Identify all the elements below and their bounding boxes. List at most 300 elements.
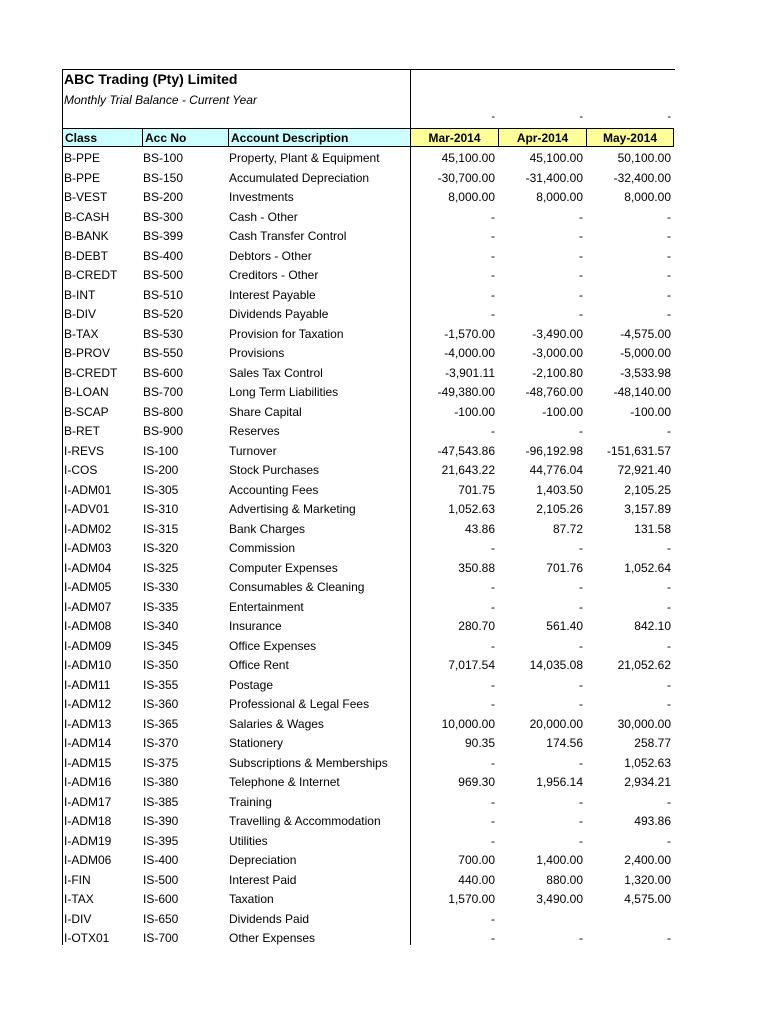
cell-apr-2014[interactable]: - bbox=[579, 248, 583, 263]
cell-mar-2014[interactable]: -30,700.00 bbox=[437, 170, 495, 185]
cell-class[interactable]: I-COS bbox=[64, 463, 98, 477]
cell-class[interactable]: I-ADM19 bbox=[64, 833, 112, 848]
cell-may-2014[interactable]: 2,934.21 bbox=[624, 775, 671, 789]
cell-acc-no[interactable]: BS-550 bbox=[143, 346, 184, 360]
cell-mar-2014[interactable]: -49,380.00 bbox=[437, 385, 495, 399]
table-row[interactable] bbox=[62, 773, 675, 793]
cell-apr-2014[interactable]: 880.00 bbox=[546, 872, 583, 887]
cell-description[interactable]: Provision for Taxation bbox=[229, 326, 344, 341]
table-row[interactable] bbox=[62, 481, 675, 501]
cell-class[interactable]: I-ADM11 bbox=[64, 677, 111, 692]
cell-may-2014[interactable]: 21,052.62 bbox=[617, 658, 671, 672]
cell-acc-no[interactable]: BS-200 bbox=[143, 190, 184, 204]
cell-acc-no[interactable]: IS-500 bbox=[143, 872, 179, 887]
cell-acc-no[interactable]: IS-395 bbox=[143, 833, 179, 848]
table-row[interactable] bbox=[62, 871, 675, 891]
cell-mar-2014[interactable]: - bbox=[491, 794, 495, 809]
table-row[interactable] bbox=[62, 188, 675, 208]
cell-may-2014[interactable]: 258.77 bbox=[634, 736, 671, 750]
table-row[interactable] bbox=[62, 676, 675, 696]
table-row[interactable] bbox=[62, 169, 675, 189]
table-row[interactable] bbox=[62, 754, 675, 774]
cell-mar-2014[interactable]: - bbox=[491, 814, 495, 828]
cell-apr-2014[interactable]: -48,760.00 bbox=[525, 385, 583, 399]
cell-may-2014[interactable]: 30,000.00 bbox=[617, 716, 671, 731]
cell-description[interactable]: Investments bbox=[229, 190, 294, 204]
report-subtitle: Monthly Trial Balance - Current Year bbox=[64, 93, 257, 107]
cell-acc-no[interactable]: IS-600 bbox=[143, 892, 179, 906]
cell-acc-no[interactable]: IS-340 bbox=[143, 619, 179, 633]
cell-mar-2014[interactable]: 701.75 bbox=[458, 482, 495, 497]
cell-apr-2014[interactable]: - bbox=[579, 209, 583, 224]
cell-description[interactable]: Creditors - Other bbox=[229, 268, 319, 282]
table-row[interactable] bbox=[62, 812, 675, 832]
cell-apr-2014[interactable]: 1,403.50 bbox=[536, 482, 583, 497]
cell-description[interactable]: Turnover bbox=[229, 443, 277, 458]
cell-acc-no[interactable]: IS-330 bbox=[143, 580, 179, 594]
cell-class[interactable]: I-ADM07 bbox=[64, 599, 112, 614]
cell-acc-no[interactable]: IS-320 bbox=[143, 541, 179, 555]
cell-acc-no[interactable]: IS-650 bbox=[143, 911, 179, 926]
cell-description[interactable]: Cash - Other bbox=[229, 209, 298, 224]
cell-may-2014[interactable]: -5,000.00 bbox=[620, 346, 671, 360]
cell-description[interactable]: Office Expenses bbox=[229, 638, 317, 653]
cell-description[interactable]: Insurance bbox=[229, 619, 282, 633]
cell-may-2014[interactable]: - bbox=[667, 541, 671, 555]
table-row[interactable] bbox=[62, 500, 675, 520]
cell-mar-2014[interactable]: 7,017.54 bbox=[448, 658, 495, 672]
cell-apr-2014[interactable]: -3,490.00 bbox=[532, 326, 583, 341]
cell-acc-no[interactable]: IS-370 bbox=[143, 736, 179, 750]
cell-class[interactable]: I-DIV bbox=[64, 911, 92, 926]
cell-class[interactable]: I-ADM14 bbox=[64, 736, 112, 750]
cell-class[interactable]: I-ADM01 bbox=[64, 482, 112, 497]
cell-mar-2014[interactable]: - bbox=[491, 638, 495, 653]
cell-may-2014[interactable]: -4,575.00 bbox=[620, 326, 671, 341]
table-row[interactable] bbox=[62, 344, 675, 364]
cell-class[interactable]: I-ADM08 bbox=[64, 619, 112, 633]
cell-mar-2014[interactable]: - bbox=[491, 307, 495, 321]
cell-acc-no[interactable]: BS-300 bbox=[143, 209, 184, 224]
cell-description[interactable]: Consumables & Cleaning bbox=[229, 580, 365, 594]
cell-may-2014[interactable]: - bbox=[667, 287, 671, 302]
cell-apr-2014[interactable]: - bbox=[579, 833, 583, 848]
cell-class[interactable]: B-DIV bbox=[64, 307, 97, 321]
top-dash-row bbox=[62, 111, 675, 125]
cell-class[interactable]: I-ADV01 bbox=[64, 502, 110, 516]
cell-may-2014[interactable]: 842.10 bbox=[634, 619, 671, 633]
table-row[interactable] bbox=[62, 286, 675, 306]
table-row[interactable] bbox=[62, 832, 675, 852]
cell-may-2014[interactable]: - bbox=[667, 794, 671, 809]
table-row[interactable] bbox=[62, 247, 675, 267]
cell-class[interactable]: I-ADM05 bbox=[64, 580, 112, 594]
cell-acc-no[interactable]: IS-325 bbox=[143, 560, 179, 575]
cell-may-2014[interactable]: - bbox=[667, 677, 671, 692]
cell-description[interactable]: Reserves bbox=[229, 424, 280, 438]
table-row[interactable] bbox=[62, 910, 675, 930]
cell-apr-2014[interactable]: - bbox=[579, 755, 583, 770]
cell-acc-no[interactable]: BS-399 bbox=[143, 229, 184, 243]
cell-may-2014[interactable]: - bbox=[667, 209, 671, 224]
cell-may-2014[interactable]: - bbox=[667, 580, 671, 594]
cell-mar-2014[interactable]: -1,570.00 bbox=[444, 326, 495, 341]
cell-class[interactable]: I-TAX bbox=[64, 892, 94, 906]
table-row[interactable] bbox=[62, 422, 675, 442]
cell-apr-2014[interactable]: - bbox=[579, 541, 583, 555]
cell-apr-2014[interactable]: - bbox=[579, 229, 583, 243]
cell-mar-2014[interactable]: 1,570.00 bbox=[448, 892, 495, 906]
cell-acc-no[interactable]: BS-530 bbox=[143, 326, 184, 341]
table-row[interactable] bbox=[62, 305, 675, 325]
cell-mar-2014[interactable]: 10,000.00 bbox=[441, 716, 495, 731]
report-title: ABC Trading (Pty) Limited bbox=[64, 71, 238, 87]
cell-mar-2014[interactable]: - bbox=[491, 209, 495, 224]
cell-acc-no[interactable]: IS-345 bbox=[143, 638, 179, 653]
cell-class[interactable]: I-ADM03 bbox=[64, 541, 112, 555]
cell-mar-2014[interactable]: - bbox=[491, 833, 495, 848]
cell-acc-no[interactable]: BS-400 bbox=[143, 248, 184, 263]
cell-apr-2014[interactable]: -31,400.00 bbox=[525, 170, 583, 185]
cell-may-2014[interactable]: - bbox=[667, 268, 671, 282]
cell-mar-2014[interactable]: - bbox=[491, 911, 495, 926]
cell-description[interactable]: Stationery bbox=[229, 736, 284, 750]
cell-acc-no[interactable]: IS-385 bbox=[143, 794, 179, 809]
cell-acc-no[interactable]: BS-510 bbox=[143, 287, 184, 302]
table-row[interactable] bbox=[62, 929, 675, 949]
cell-class[interactable]: I-ADM09 bbox=[64, 638, 112, 653]
cell-apr-2014[interactable]: -96,192.98 bbox=[525, 443, 583, 458]
table-row[interactable] bbox=[62, 578, 675, 598]
cell-class[interactable]: I-ADM02 bbox=[64, 521, 112, 536]
cell-mar-2014[interactable]: - bbox=[491, 229, 495, 243]
cell-description[interactable]: Professional & Legal Fees bbox=[229, 697, 370, 711]
cell-may-2014[interactable]: 2,400.00 bbox=[624, 853, 671, 867]
cell-apr-2014[interactable]: -100.00 bbox=[542, 404, 583, 419]
cell-apr-2014[interactable]: 8,000.00 bbox=[536, 190, 583, 204]
cell-description[interactable]: Travelling & Accommodation bbox=[229, 814, 381, 828]
cell-may-2014[interactable]: 1,052.64 bbox=[624, 560, 671, 575]
table-row[interactable] bbox=[62, 442, 675, 462]
table-row[interactable] bbox=[62, 695, 675, 715]
cell-apr-2014[interactable]: -3,000.00 bbox=[532, 346, 583, 360]
cell-description[interactable]: Training bbox=[229, 794, 272, 809]
cell-description[interactable]: Accounting Fees bbox=[229, 482, 319, 497]
cell-mar-2014[interactable]: - bbox=[491, 580, 495, 594]
cell-acc-no[interactable]: IS-380 bbox=[143, 775, 179, 789]
cell-description[interactable]: Advertising & Marketing bbox=[229, 502, 356, 516]
cell-mar-2014[interactable]: - bbox=[491, 541, 495, 555]
header-month-mar[interactable]: Mar-2014 bbox=[410, 128, 498, 147]
cell-class[interactable]: B-RET bbox=[64, 424, 100, 438]
cell-may-2014[interactable]: - bbox=[667, 833, 671, 848]
table-row[interactable] bbox=[62, 559, 675, 579]
cell-class[interactable]: B-CREDT bbox=[64, 268, 118, 282]
cell-acc-no[interactable]: BS-800 bbox=[143, 404, 184, 419]
cell-acc-no[interactable]: BS-520 bbox=[143, 307, 184, 321]
cell-mar-2014[interactable]: - bbox=[491, 599, 495, 614]
cell-mar-2014[interactable]: -100.00 bbox=[454, 404, 495, 419]
cell-mar-2014[interactable]: 43.86 bbox=[464, 521, 495, 536]
cell-apr-2014[interactable]: 174.56 bbox=[546, 736, 583, 750]
top-dash: - bbox=[579, 111, 583, 123]
cell-mar-2014[interactable]: -47,543.86 bbox=[437, 443, 495, 458]
cell-description[interactable]: Entertainment bbox=[229, 599, 304, 614]
cell-apr-2014[interactable]: 14,035.08 bbox=[529, 658, 583, 672]
cell-description[interactable]: Debtors - Other bbox=[229, 248, 312, 263]
cell-may-2014[interactable]: 4,575.00 bbox=[624, 892, 671, 906]
cell-may-2014[interactable]: - bbox=[667, 638, 671, 653]
cell-description[interactable]: Other Expenses bbox=[229, 931, 316, 945]
table-row[interactable] bbox=[62, 403, 675, 423]
cell-class[interactable]: B-BANK bbox=[64, 229, 109, 243]
cell-class[interactable]: I-ADM06 bbox=[64, 853, 112, 867]
cell-acc-no[interactable]: IS-100 bbox=[143, 443, 179, 458]
cell-mar-2014[interactable]: - bbox=[491, 677, 495, 692]
table-row[interactable] bbox=[62, 656, 675, 676]
table-row[interactable] bbox=[62, 461, 675, 481]
cell-apr-2014[interactable]: - bbox=[579, 287, 583, 302]
table-row[interactable] bbox=[62, 715, 675, 735]
cell-acc-no[interactable]: IS-310 bbox=[143, 502, 179, 516]
cell-description[interactable]: Accumulated Depreciation bbox=[229, 170, 370, 185]
cell-acc-no[interactable]: IS-305 bbox=[143, 482, 179, 497]
cell-description[interactable]: Taxation bbox=[229, 892, 274, 906]
table-row[interactable] bbox=[62, 383, 675, 403]
cell-may-2014[interactable]: - bbox=[667, 424, 671, 438]
cell-class[interactable]: I-FIN bbox=[64, 872, 91, 887]
cell-apr-2014[interactable]: 20,000.00 bbox=[529, 716, 583, 731]
cell-mar-2014[interactable]: 280.70 bbox=[458, 619, 495, 633]
cell-description[interactable]: Dividends Payable bbox=[229, 307, 329, 321]
trial-balance-rows bbox=[62, 149, 675, 949]
cell-acc-no[interactable]: IS-375 bbox=[143, 755, 179, 770]
table-row[interactable] bbox=[62, 520, 675, 540]
cell-description[interactable]: Cash Transfer Control bbox=[229, 229, 347, 243]
cell-may-2014[interactable]: 493.86 bbox=[634, 814, 671, 828]
cell-mar-2014[interactable]: 21,643.22 bbox=[441, 463, 495, 477]
cell-apr-2014[interactable]: 1,956.14 bbox=[536, 775, 583, 789]
cell-class[interactable]: I-ADM04 bbox=[64, 560, 112, 575]
cell-class[interactable]: I-ADM13 bbox=[64, 716, 112, 731]
cell-may-2014[interactable]: - bbox=[667, 697, 671, 711]
cell-class[interactable]: B-VEST bbox=[64, 190, 108, 204]
cell-apr-2014[interactable]: - bbox=[579, 599, 583, 614]
cell-mar-2014[interactable]: 440.00 bbox=[458, 872, 495, 887]
cell-apr-2014[interactable]: 44,776.04 bbox=[529, 463, 583, 477]
cell-apr-2014[interactable]: 45,100.00 bbox=[529, 151, 583, 165]
cell-may-2014[interactable]: 8,000.00 bbox=[624, 190, 671, 204]
cell-class[interactable]: B-INT bbox=[64, 287, 96, 302]
header-acc-no[interactable]: Acc No bbox=[142, 128, 228, 147]
cell-acc-no[interactable]: BS-100 bbox=[143, 151, 184, 165]
cell-mar-2014[interactable]: 969.30 bbox=[458, 775, 495, 789]
table-row[interactable] bbox=[62, 266, 675, 286]
cell-acc-no[interactable]: BS-150 bbox=[143, 170, 184, 185]
cell-acc-no[interactable]: IS-400 bbox=[143, 853, 179, 867]
cell-class[interactable]: B-TAX bbox=[64, 326, 99, 341]
cell-acc-no[interactable]: BS-600 bbox=[143, 365, 184, 380]
cell-may-2014[interactable]: 50,100.00 bbox=[617, 151, 671, 165]
cell-mar-2014[interactable]: - bbox=[491, 287, 495, 302]
cell-description[interactable]: Provisions bbox=[229, 346, 285, 360]
cell-description[interactable]: Bank Charges bbox=[229, 521, 306, 536]
top-dash: - bbox=[667, 111, 671, 123]
cell-class[interactable]: B-PROV bbox=[64, 346, 111, 360]
cell-description[interactable]: Computer Expenses bbox=[229, 560, 338, 575]
cell-description[interactable]: Postage bbox=[229, 677, 274, 692]
cell-may-2014[interactable]: - bbox=[667, 599, 671, 614]
cell-acc-no[interactable]: IS-390 bbox=[143, 814, 179, 828]
cell-description[interactable]: Office Rent bbox=[229, 658, 289, 672]
table-row[interactable] bbox=[62, 149, 675, 169]
cell-acc-no[interactable]: BS-500 bbox=[143, 268, 184, 282]
table-row[interactable] bbox=[62, 364, 675, 384]
cell-description[interactable]: Interest Paid bbox=[229, 872, 297, 887]
cell-mar-2014[interactable]: - bbox=[491, 424, 495, 438]
cell-may-2014[interactable]: - bbox=[667, 248, 671, 263]
cell-may-2014[interactable]: -48,140.00 bbox=[613, 385, 671, 399]
cell-mar-2014[interactable]: - bbox=[491, 268, 495, 282]
table-row[interactable] bbox=[62, 793, 675, 813]
cell-mar-2014[interactable]: 1,052.63 bbox=[448, 502, 495, 516]
cell-description[interactable]: Commission bbox=[229, 541, 296, 555]
column-header-row bbox=[62, 128, 675, 148]
cell-mar-2014[interactable]: -4,000.00 bbox=[444, 346, 495, 360]
cell-acc-no[interactable]: IS-360 bbox=[143, 697, 179, 711]
cell-acc-no[interactable]: IS-200 bbox=[143, 463, 179, 477]
cell-may-2014[interactable]: 131.58 bbox=[634, 521, 671, 536]
cell-class[interactable]: I-OTX01 bbox=[64, 931, 110, 945]
cell-mar-2014[interactable]: - bbox=[491, 697, 495, 711]
cell-class[interactable]: I-ADM10 bbox=[64, 658, 112, 672]
cell-description[interactable]: Dividends Paid bbox=[229, 911, 310, 926]
cell-may-2014[interactable]: -100.00 bbox=[630, 404, 671, 419]
cell-apr-2014[interactable]: 1,400.00 bbox=[536, 853, 583, 867]
table-row[interactable] bbox=[62, 539, 675, 559]
cell-may-2014[interactable]: -32,400.00 bbox=[613, 170, 671, 185]
cell-class[interactable]: B-PPE bbox=[64, 170, 101, 185]
cell-may-2014[interactable]: 72,921.40 bbox=[617, 463, 671, 477]
table-row[interactable] bbox=[62, 637, 675, 657]
cell-class[interactable]: B-CASH bbox=[64, 209, 110, 224]
header-month-apr[interactable]: Apr-2014 bbox=[498, 128, 586, 147]
cell-may-2014[interactable]: -151,631.57 bbox=[606, 443, 671, 458]
cell-apr-2014[interactable]: 87.72 bbox=[552, 521, 583, 536]
cell-description[interactable]: Utilities bbox=[229, 833, 268, 848]
cell-apr-2014[interactable]: - bbox=[579, 580, 583, 594]
cell-description[interactable]: Telephone & Internet bbox=[229, 775, 340, 789]
cell-may-2014[interactable]: -3,533.98 bbox=[620, 365, 671, 380]
cell-mar-2014[interactable]: 45,100.00 bbox=[441, 151, 495, 165]
cell-acc-no[interactable]: IS-315 bbox=[143, 521, 179, 536]
cell-description[interactable]: Share Capital bbox=[229, 404, 302, 419]
table-row[interactable] bbox=[62, 208, 675, 228]
cell-may-2014[interactable]: 1,052.63 bbox=[624, 755, 671, 770]
cell-acc-no[interactable]: IS-700 bbox=[143, 931, 179, 945]
table-row[interactable] bbox=[62, 227, 675, 247]
cell-description[interactable]: Depreciation bbox=[229, 853, 297, 867]
cell-mar-2014[interactable]: 700.00 bbox=[458, 853, 495, 867]
header-description[interactable]: Account Description bbox=[228, 128, 410, 147]
cell-acc-no[interactable]: IS-365 bbox=[143, 716, 179, 731]
table-row[interactable] bbox=[62, 890, 675, 910]
cell-description[interactable]: Long Term Liabilities bbox=[229, 385, 339, 399]
cell-apr-2014[interactable]: - bbox=[579, 307, 583, 321]
cell-mar-2014[interactable]: -3,901.11 bbox=[445, 365, 495, 380]
cell-mar-2014[interactable]: - bbox=[491, 755, 495, 770]
cell-class[interactable]: B-LOAN bbox=[64, 385, 109, 399]
cell-apr-2014[interactable]: -2,100.80 bbox=[532, 365, 583, 380]
table-row[interactable] bbox=[62, 734, 675, 754]
cell-acc-no[interactable]: BS-700 bbox=[143, 385, 184, 399]
table-row[interactable] bbox=[62, 851, 675, 871]
cell-may-2014[interactable]: 2,105.25 bbox=[624, 482, 671, 497]
cell-mar-2014[interactable]: 90.35 bbox=[464, 736, 495, 750]
cell-acc-no[interactable]: IS-335 bbox=[143, 599, 179, 614]
trial-balance-sheet bbox=[62, 69, 675, 945]
cell-class[interactable]: I-ADM15 bbox=[64, 755, 112, 770]
cell-class[interactable]: I-REVS bbox=[64, 443, 105, 458]
cell-may-2014[interactable]: 3,157.89 bbox=[624, 502, 671, 516]
cell-may-2014[interactable]: - bbox=[667, 931, 671, 945]
cell-apr-2014[interactable]: - bbox=[579, 677, 583, 692]
cell-mar-2014[interactable]: - bbox=[491, 931, 495, 945]
cell-class[interactable]: B-CREDT bbox=[64, 365, 118, 380]
cell-acc-no[interactable]: BS-900 bbox=[143, 424, 184, 438]
cell-may-2014[interactable]: - bbox=[667, 229, 671, 243]
cell-apr-2014[interactable]: 701.76 bbox=[546, 560, 583, 575]
cell-apr-2014[interactable]: 2,105.26 bbox=[536, 502, 583, 516]
cell-description[interactable]: Salaries & Wages bbox=[229, 716, 324, 731]
cell-class[interactable]: B-PPE bbox=[64, 151, 101, 165]
header-month-may[interactable]: May-2014 bbox=[586, 128, 674, 147]
cell-description[interactable]: Interest Payable bbox=[229, 287, 316, 302]
cell-acc-no[interactable]: IS-350 bbox=[143, 658, 179, 672]
cell-mar-2014[interactable]: 350.88 bbox=[458, 560, 495, 575]
cell-apr-2014[interactable]: - bbox=[579, 638, 583, 653]
cell-class[interactable]: I-ADM12 bbox=[64, 697, 112, 711]
cell-mar-2014[interactable]: - bbox=[491, 248, 495, 263]
cell-apr-2014[interactable]: 3,490.00 bbox=[536, 892, 583, 906]
top-dash: - bbox=[491, 111, 495, 123]
table-row[interactable] bbox=[62, 617, 675, 637]
header-class[interactable]: Class bbox=[62, 128, 142, 147]
table-row[interactable] bbox=[62, 598, 675, 618]
cell-apr-2014[interactable]: - bbox=[579, 268, 583, 282]
cell-class[interactable]: B-SCAP bbox=[64, 404, 109, 419]
cell-may-2014[interactable]: 1,320.00 bbox=[624, 872, 671, 887]
cell-class[interactable]: B-DEBT bbox=[64, 248, 109, 263]
cell-description[interactable]: Subscriptions & Memberships bbox=[229, 755, 388, 770]
cell-apr-2014[interactable]: - bbox=[579, 931, 583, 945]
cell-apr-2014[interactable]: - bbox=[579, 697, 583, 711]
cell-class[interactable]: I-ADM17 bbox=[64, 794, 112, 809]
cell-description[interactable]: Stock Purchases bbox=[229, 463, 320, 477]
cell-apr-2014[interactable]: 561.40 bbox=[546, 619, 583, 633]
cell-mar-2014[interactable]: 8,000.00 bbox=[448, 190, 495, 204]
cell-class[interactable]: I-ADM18 bbox=[64, 814, 112, 828]
cell-description[interactable]: Property, Plant & Equipment bbox=[229, 151, 380, 165]
cell-apr-2014[interactable]: - bbox=[579, 424, 583, 438]
cell-class[interactable]: I-ADM16 bbox=[64, 775, 112, 789]
cell-acc-no[interactable]: IS-355 bbox=[143, 677, 179, 692]
table-row[interactable] bbox=[62, 325, 675, 345]
cell-apr-2014[interactable]: - bbox=[579, 794, 583, 809]
cell-description[interactable]: Sales Tax Control bbox=[229, 365, 323, 380]
cell-apr-2014[interactable]: - bbox=[579, 814, 583, 828]
cell-may-2014[interactable]: - bbox=[667, 307, 671, 321]
